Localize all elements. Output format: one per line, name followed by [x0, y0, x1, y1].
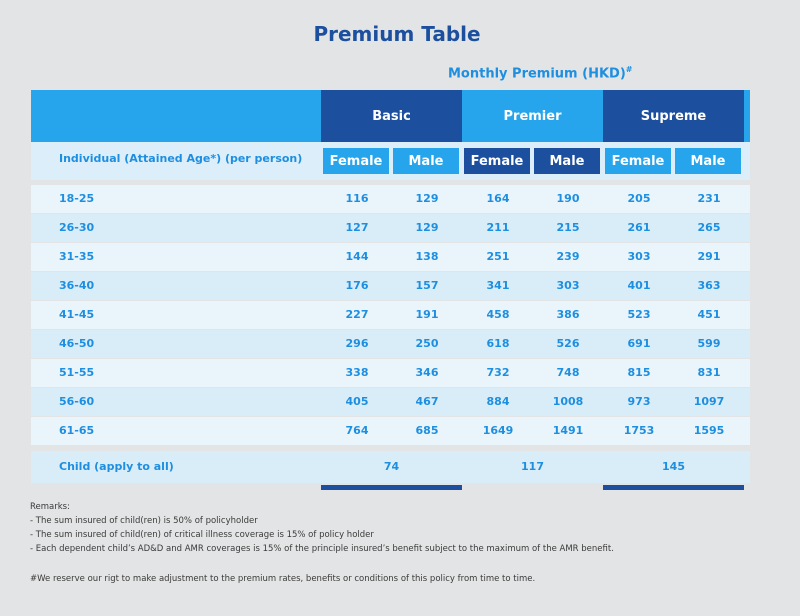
premium-value: 250: [415, 337, 439, 350]
table-subtitle: [448, 65, 632, 81]
premium-value: 338: [345, 366, 369, 379]
subtitle-text: Monthly Premium (HKD): [448, 66, 626, 82]
plan-premier-header: Premier: [462, 90, 603, 142]
premium-value: 363: [697, 279, 721, 292]
premium-value: 138: [415, 250, 439, 263]
gender-header-supreme-female: Female: [605, 148, 671, 174]
premium-value: 191: [415, 308, 439, 321]
premium-value: 341: [486, 279, 510, 292]
plan-basic-header: Basic: [321, 90, 462, 142]
remark-item: - Each dependent child’s AD&D and AMR coverages is 15% of the principle insured’s benefit subject to the maximum of the AMR benefit.: [30, 544, 614, 554]
premium-value: 205: [627, 192, 651, 205]
premium-value: 748: [556, 366, 580, 379]
premium-value: 251: [486, 250, 510, 263]
premium-value: 732: [486, 366, 510, 379]
premium-value: 451: [697, 308, 721, 321]
premium-value: 157: [415, 279, 439, 292]
child-premium-supreme: 145: [662, 460, 685, 473]
gender-header-basic-female: Female: [323, 148, 389, 174]
age-band: 36-40: [59, 279, 95, 292]
plan-supreme-header: Supreme: [603, 90, 744, 142]
age-band: 26-30: [59, 221, 95, 234]
footnote: #We reserve our rigt to make adjustment to the premium rates, benefits or conditions of this policy from time to time.: [30, 574, 536, 584]
table-row: [31, 214, 750, 242]
premium-value: 599: [697, 337, 721, 350]
row-header-label: Individual (Attained Age*) (per person): [59, 152, 303, 165]
premium-value: 190: [556, 192, 580, 205]
premium-value: 215: [556, 221, 580, 234]
premium-value: 346: [415, 366, 439, 379]
premium-value: 265: [697, 221, 721, 234]
gender-header-premier-male: Male: [534, 148, 600, 174]
premium-value: 239: [556, 250, 580, 263]
premium-value: 211: [486, 221, 510, 234]
premium-value: 1649: [482, 424, 514, 437]
premium-value: 458: [486, 308, 510, 321]
premium-value: 129: [415, 221, 439, 234]
premium-value: 291: [697, 250, 721, 263]
premium-value: 405: [345, 395, 369, 408]
table-row: [31, 272, 750, 300]
remarks-heading: Remarks:: [30, 502, 70, 512]
premium-value: 884: [486, 395, 510, 408]
age-band: 18-25: [59, 192, 95, 205]
age-band: 31-35: [59, 250, 95, 263]
premium-value: 685: [415, 424, 439, 437]
premium-value: 1008: [552, 395, 584, 408]
age-band: 56-60: [59, 395, 95, 408]
premium-value: 1097: [693, 395, 725, 408]
age-band: 61-65: [59, 424, 95, 437]
premium-value: 764: [345, 424, 369, 437]
premium-value: 144: [345, 250, 369, 263]
premium-value: 386: [556, 308, 580, 321]
remarks: [30, 500, 770, 556]
age-band: 41-45: [59, 308, 95, 321]
remark-item: - The sum insured of child(ren) is 50% of policyholder: [30, 516, 258, 526]
premium-value: 691: [627, 337, 651, 350]
premium-value: 303: [627, 250, 651, 263]
premium-value: 831: [697, 366, 721, 379]
premium-value: 296: [345, 337, 369, 350]
table-row: [31, 359, 750, 387]
premium-value: 231: [697, 192, 721, 205]
age-band: 51-55: [59, 366, 95, 379]
premium-value: 618: [486, 337, 510, 350]
premium-value: 526: [556, 337, 580, 350]
child-premium-premier: 117: [521, 460, 544, 473]
age-band: 46-50: [59, 337, 95, 350]
gender-header-premier-female: Female: [464, 148, 530, 174]
table-row: [31, 330, 750, 358]
basic-column-footer-bar: [321, 485, 462, 490]
premium-value: 116: [345, 192, 369, 205]
page-title: Premium Table: [313, 22, 481, 46]
premium-value: 815: [627, 366, 651, 379]
premium-value: 467: [415, 395, 439, 408]
premium-rows: [31, 185, 750, 446]
child-premium-basic: 74: [383, 460, 400, 473]
premium-value: 401: [627, 279, 651, 292]
table-row: [31, 417, 750, 445]
premium-value: 176: [345, 279, 369, 292]
gender-header-basic-male: Male: [393, 148, 459, 174]
premium-value: 127: [345, 221, 369, 234]
premium-value: 523: [627, 308, 651, 321]
premium-value: 303: [556, 279, 580, 292]
gender-header-supreme-male: Male: [675, 148, 741, 174]
child-row-label: Child (apply to all): [59, 460, 174, 473]
premium-value: 164: [486, 192, 510, 205]
table-row: [31, 301, 750, 329]
premium-value: 261: [627, 221, 651, 234]
premium-value: 129: [415, 192, 439, 205]
premium-value: 1491: [552, 424, 584, 437]
table-row: [31, 185, 750, 213]
premium-value: 973: [627, 395, 651, 408]
table-row: [31, 243, 750, 271]
premium-value: 227: [345, 308, 369, 321]
premium-value: 1753: [623, 424, 655, 437]
subtitle-footnote-mark: #: [625, 65, 633, 74]
supreme-column-footer-bar: [603, 485, 744, 490]
premium-value: 1595: [693, 424, 725, 437]
table-row: [31, 388, 750, 416]
remark-item: - The sum insured of child(ren) of critical illness coverage is 15% of policy holder: [30, 530, 374, 540]
